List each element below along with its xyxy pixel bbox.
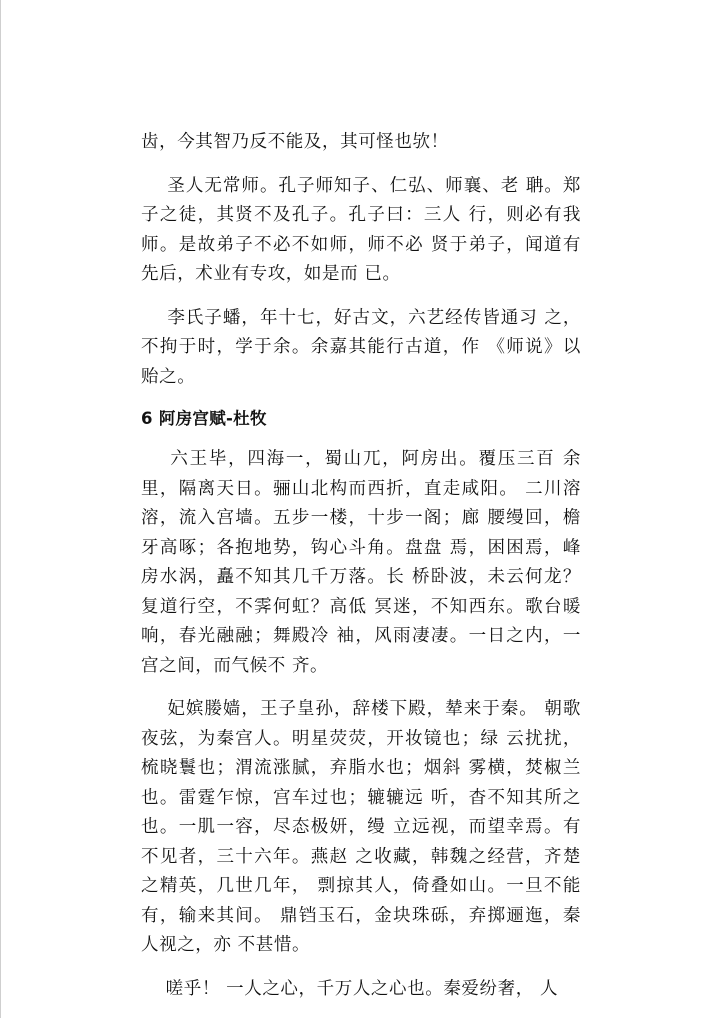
paragraph-afang-1: 六王毕，四海一，蜀山兀，阿房出。覆压三百 余里，隔离天日。骊山北构而西折，直走咸阳。 二川溶溶，流入宫墙。五步一楼，十步一阁；廊 腰缦回，檐牙高啄；各抱地势，钩心斗角。盘盘 焉，困困焉，峰房水涡，矗不知其几千万落。长 桥卧波，未云何龙？复道行空，不霁何虹？高低 冥迷，不知西东。歌台暖响，春光融融；舞殿冷 袖，风雨凄凄。一日之内，一宫之间，而气候不 齐。 xyxy=(141,449,581,676)
page-edge xyxy=(0,0,1,1018)
paragraph-afang-3: 嗟乎！ 一人之心，千万人之心也。秦爱纷奢， 人 xyxy=(141,978,559,999)
paragraph-shishuo-end: 齿，今其智乃反不能及，其可怪也欤！ xyxy=(141,132,449,152)
paragraph-afang-2: 妃嫔媵嫱，王子皇孙，辞楼下殿，辇来于秦。 朝歌夜弦，为秦宫人。明星荧荧，开妆镜也；绿 云扰扰，梳晓鬟也；渭流涨腻，弃脂水也；烟斜 雾横，焚椒兰也。雷霆乍惊，宫车过也；辘辘远 听，杳不知其所之也。一肌一容，尽态极妍，缦 立远视，而望幸焉。有不见者，三十六年。燕赵 之收藏，韩魏之经营，齐楚之精英，几世几年， 剽掠其人，倚叠如山。一旦不能有，输来其间。 鼎铛玉石，金块珠砾，弃掷逦迤，秦人视之，亦 不甚惜。 xyxy=(141,699,581,955)
document-body xyxy=(141,128,581,1004)
section-heading: 6 阿房宫赋-杜牧 xyxy=(141,409,267,428)
paragraph-shishuo-sages: 圣人无常师。孔子师知子、仁弘、师襄、老 聃。郑子之徒，其贤不及孔子。孔子曰：三人 行，则必有我师。是故弟子不必不如师，师不必 贤于弟子，闻道有先后，术业有专攻，如是而 已。 xyxy=(141,175,581,284)
paragraph-shishuo-lishi: 李氏子蟠，年十七，好古文，六艺经传皆通习 之，不拘于时，学于余。余嘉其能行古道，作 《师说》以贻之。 xyxy=(141,307,581,387)
